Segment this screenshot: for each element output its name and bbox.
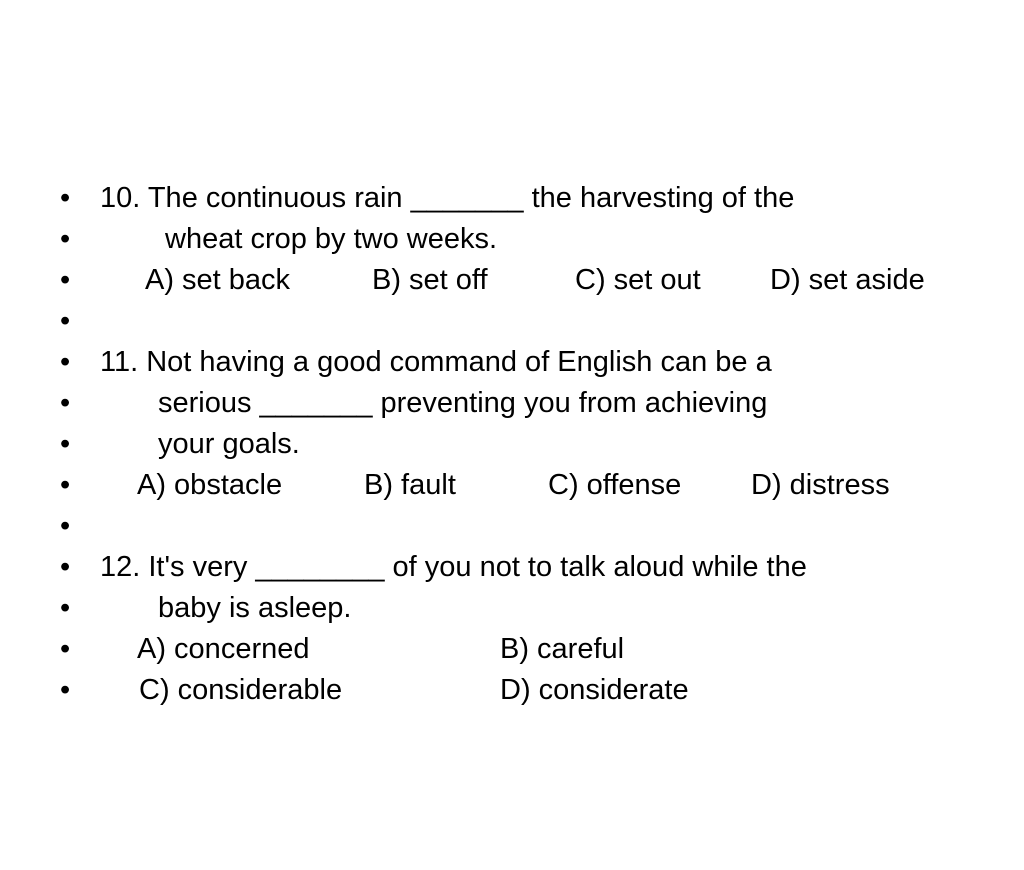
q10-stem-continued: wheat crop by two weeks. xyxy=(165,223,498,255)
bullet: • xyxy=(60,510,71,542)
bullet: • xyxy=(60,592,71,624)
blank-line xyxy=(0,301,1024,341)
q11-option-a: A) obstacle xyxy=(137,469,283,501)
bullet: • xyxy=(60,469,71,501)
q11-option-b: B) fault xyxy=(364,469,456,501)
bullet: • xyxy=(60,387,71,419)
bullet: • xyxy=(60,346,71,378)
q11-option-d: D) distress xyxy=(751,469,890,501)
q10-option-a: A) set back xyxy=(145,264,291,296)
q11-option-c: C) offense xyxy=(548,469,682,501)
q12-option-c: C) considerable xyxy=(139,674,343,706)
q10-options xyxy=(0,260,1024,300)
bullet: • xyxy=(60,551,71,583)
blank-line xyxy=(0,506,1024,546)
q11-stem-continued: serious _______ preventing you from achieving xyxy=(158,387,768,419)
q11-stem: 11. Not having a good command of English can be a xyxy=(100,346,772,378)
q11-line-3 xyxy=(0,424,1024,464)
bullet: • xyxy=(60,674,71,706)
q10-option-c: C) set out xyxy=(575,264,701,296)
bullet: • xyxy=(60,182,71,214)
q11-line-2 xyxy=(0,383,1024,423)
q12-stem-continued: baby is asleep. xyxy=(158,592,352,624)
q12-option-d: D) considerate xyxy=(500,674,689,706)
bullet: • xyxy=(60,223,71,255)
q11-line-1 xyxy=(0,342,1024,382)
bullet: • xyxy=(60,633,71,665)
q12-options-row-1 xyxy=(0,629,1024,669)
q12-stem: 12. It's very ________ of you not to talk aloud while the xyxy=(100,551,807,583)
q11-options xyxy=(0,465,1024,505)
q12-line-1 xyxy=(0,547,1024,587)
q12-line-2 xyxy=(0,588,1024,628)
q12-option-a: A) concerned xyxy=(137,633,310,665)
q11-stem-end: your goals. xyxy=(158,428,300,460)
q10-option-b: B) set off xyxy=(372,264,488,296)
q12-option-b: B) careful xyxy=(500,633,625,665)
q10-option-d: D) set aside xyxy=(770,264,925,296)
q10-line-2 xyxy=(0,219,1024,259)
bullet: • xyxy=(60,264,71,296)
q10-stem: 10. The continuous rain _______ the harvesting of the xyxy=(100,182,795,214)
q10-line-1 xyxy=(0,178,1024,218)
bullet: • xyxy=(60,305,71,337)
q12-options-row-2 xyxy=(0,670,1024,710)
bullet: • xyxy=(60,428,71,460)
